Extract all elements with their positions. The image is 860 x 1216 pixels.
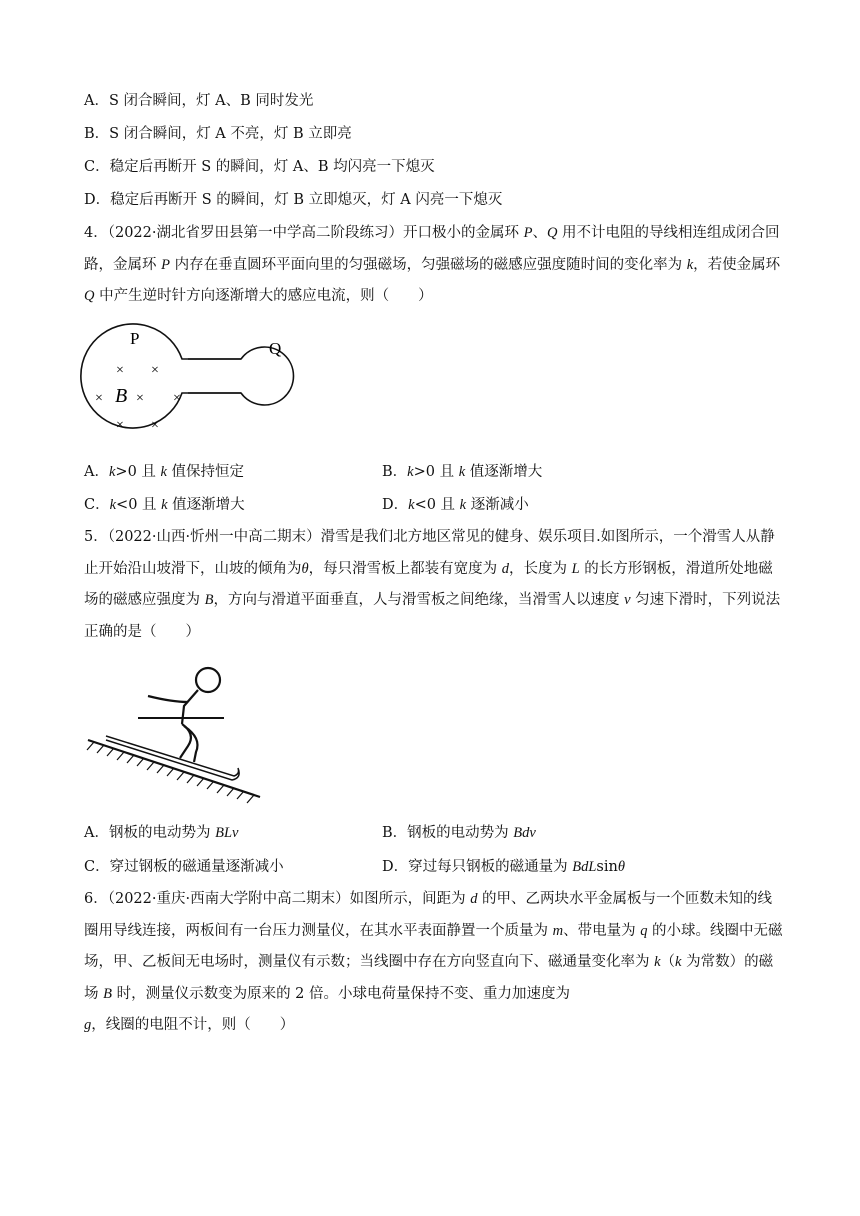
q4-stem: 4．（2022·湖北省罗田县第一中学高二阶段练习）开口极小的金属环 P、Q 用不计电阻的导线相连组成闭合回路，金属环 P 内存在垂直圆环平面向里的匀强磁场，匀强磁场的磁感应强度随时间的变化率为 k，若使金属环 Q 中产生逆时针方向逐渐增大的感应电流，则（ ） (84, 225, 781, 304)
q4-label-b: B (115, 385, 128, 407)
q4-cross: × (151, 418, 159, 433)
q4-ring-figure (80, 322, 320, 448)
q5-option-a: A．钢板的电动势为 BLv (84, 825, 239, 841)
q4-option-d: D．k<0 且 k 逐渐减小 (382, 497, 529, 513)
q4-cross: × (116, 363, 124, 378)
q3-option-a: A．S 闭合瞬间，灯 A、B 同时发光 (84, 93, 314, 109)
q5-option-d: D．穿过每只钢板的磁通量为 BdLsinθ (382, 859, 625, 875)
q4-cross: × (151, 363, 159, 378)
q5-option-c: C．穿过钢板的磁通量逐渐减小 (84, 859, 284, 875)
q5-skier-figure (84, 662, 266, 806)
q4-option-b: B．k>0 且 k 值逐渐增大 (382, 464, 543, 480)
q4-cross: × (136, 391, 144, 406)
q4-option-c: C．k<0 且 k 值逐渐增大 (84, 497, 245, 513)
q4-cross: × (95, 391, 103, 406)
q5-option-b: B．钢板的电动势为 Bdv (382, 825, 536, 841)
q4-label-q: Q (269, 339, 282, 358)
q3-option-b: B．S 闭合瞬间，灯 A 不亮，灯 B 立即亮 (84, 126, 352, 142)
q4-cross: × (173, 391, 181, 406)
q4-cross: × (116, 418, 124, 433)
q4-option-a: A．k>0 且 k 值保持恒定 (84, 464, 245, 480)
q5-stem: 5．（2022·山西·忻州一中高二期末）滑雪是我们北方地区常见的健身、娱乐项目.如图所示，一个滑雪人从静止开始沿山坡滑下，山坡的倾角为θ，每只滑雪板上都装有宽度为 d，长度为 L 的长方形钢板，滑道所处地磁场的磁感应强度为 B，方向与滑道平面垂直，人与滑雪板之间绝缘，当滑雪人以速度 v 匀速下滑时，下列说法正确的是（ ） (84, 529, 781, 640)
q3-option-c: C．稳定后再断开 S 的瞬间，灯 A、B 均闪亮一下熄灭 (84, 159, 435, 175)
q3-option-d: D．稳定后再断开 S 的瞬间，灯 B 立即熄灭，灯 A 闪亮一下熄灭 (84, 192, 503, 208)
q4-label-p: P (130, 329, 140, 348)
q6-stem: 6．（2022·重庆·西南大学附中高二期末）如图所示，间距为 d 的甲、乙两块水平金属板与一个匝数未知的线圈用导线连接，两板间有一台压力测量仪，在其水平表面静置一个质量为 m、带电量为 q 的小球。线圈中无磁场，甲、乙板间无电场时，测量仪有示数；当线圈中存在方向竖直向下、磁通量变化率为 k（k 为常数）的磁场 B 时，测量仪示数变为原来的 2 倍。小球电荷量保持不变、重力加速度为 g，线圈的电阻不计，则（ ） (84, 891, 783, 1033)
